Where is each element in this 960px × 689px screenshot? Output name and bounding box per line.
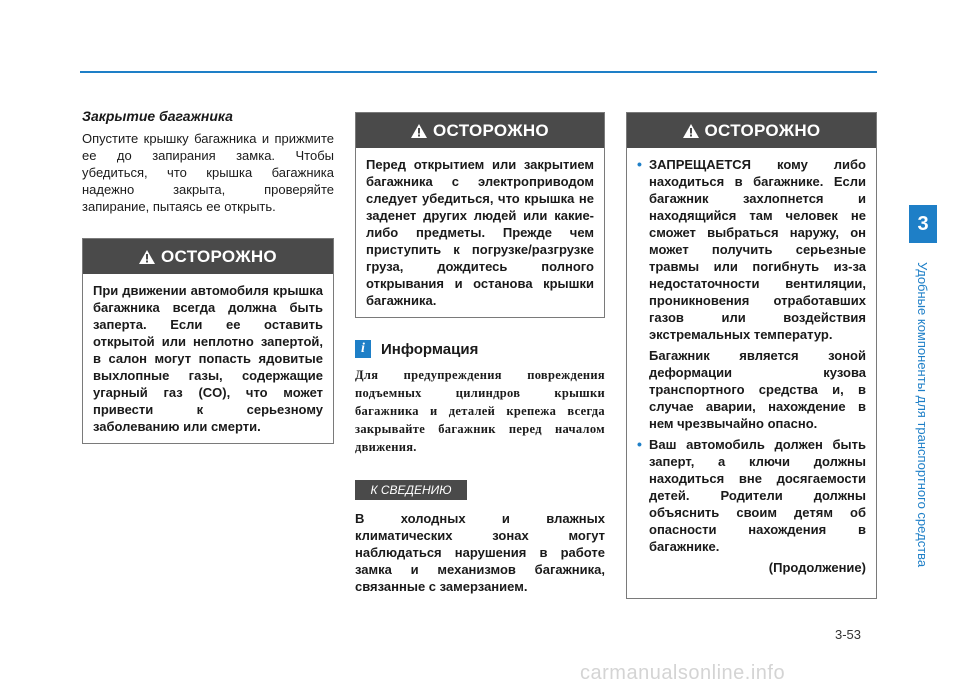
info-text: Для предупреждения повреждения подъемных цилиндров крышки багажника и деталей крепежа всегда закрывайте багажник перед началом движения. xyxy=(355,368,605,454)
warning-header xyxy=(356,113,604,148)
info-title: Информация xyxy=(381,340,479,358)
bullet-text: Ваш автомобиль должен быть заперт, а ключи должны находиться вне досягаемости детей. Родители должны объяснить своим детям об опасности нахождения в багажнике. xyxy=(649,437,866,554)
page-number: 3-53 xyxy=(835,627,862,642)
column-right xyxy=(626,112,877,599)
warning-heading: ОСТОРОЖНО xyxy=(704,120,821,140)
notice-block xyxy=(355,480,605,595)
header-rule xyxy=(80,71,877,73)
info-header xyxy=(355,340,605,358)
column-middle xyxy=(355,112,605,595)
bullet-extra-text: Багажник является зоной деформации кузова транспортного средства и, в случае аварии, нахождение в нем чрезвычайно опасно. xyxy=(649,348,866,431)
section-title: Закрытие багажника xyxy=(82,108,233,124)
warning-body xyxy=(83,274,333,443)
warning-triangle-icon xyxy=(683,124,699,138)
chapter-title: Удобные компоненты для транспортного средства xyxy=(915,262,930,568)
warning-text: Перед открытием или закрытием багажника с электроприводом следует убедиться, что крышка не заденет других людей или какие-либо предметы. Прежде чем приступить к погрузке/разгрузке груза, дождитесь полного открывания и останова крышки багажника. xyxy=(366,157,594,308)
warning-heading: ОСТОРОЖНО xyxy=(433,120,549,140)
watermark: carmanualsonline.info xyxy=(580,662,786,684)
warning-box-left xyxy=(82,238,334,444)
info-icon: i xyxy=(355,340,371,358)
bullet-icon: • xyxy=(637,436,642,452)
continued-label: (Продолжение) xyxy=(768,560,866,575)
warning-header xyxy=(627,113,876,148)
warning-body xyxy=(627,148,876,584)
notice-badge: К СВЕДЕНИЮ xyxy=(355,480,467,500)
warning-bullet xyxy=(637,436,866,555)
warning-text: При движении автомобиля крышка багажника всегда должна быть заперта. Если ее оставить открытой или неплотно запертой, в салон могут попасть ядовитые выхлопные газы, содержащие угарный газ (CO), что может привести к серьезному заболеванию или смерти. xyxy=(93,283,323,434)
warning-triangle-icon xyxy=(139,250,155,264)
column-left xyxy=(82,108,334,444)
warning-box-middle xyxy=(355,112,605,318)
chapter-number-tab: 3 xyxy=(909,205,937,243)
info-block xyxy=(355,340,605,456)
section-body: Опустите крышку багажника и прижмите ее до запирания замка. Чтобы убедиться, что крышка багажника надежно закрыта, проверяйте запирание, пытаясь ее открыть. xyxy=(82,131,334,214)
bullet-icon: • xyxy=(637,156,642,172)
chapter-title-vertical xyxy=(885,250,960,580)
warning-header xyxy=(83,239,333,274)
warning-bullet xyxy=(637,156,866,343)
notice-text: В холодных и влажных климатических зонах могут наблюдаться нарушения в работе замка и механизмов багажника, связанные с замерзанием. xyxy=(355,511,605,594)
bullet-text: ЗАПРЕЩАЕТСЯ кому либо находиться в багажнике. Если багажник захлопнется и находящийся там человек не сможет выбраться наружу, он может получить серьезные травмы или погибнуть из-за недостаточности вентиляции, проникновения отработавших газов или воздействия экстремальных температур. xyxy=(649,157,866,342)
warning-triangle-icon xyxy=(411,124,427,138)
warning-heading: ОСТОРОЖНО xyxy=(161,246,277,266)
warning-box-right xyxy=(626,112,877,599)
warning-body xyxy=(356,148,604,317)
